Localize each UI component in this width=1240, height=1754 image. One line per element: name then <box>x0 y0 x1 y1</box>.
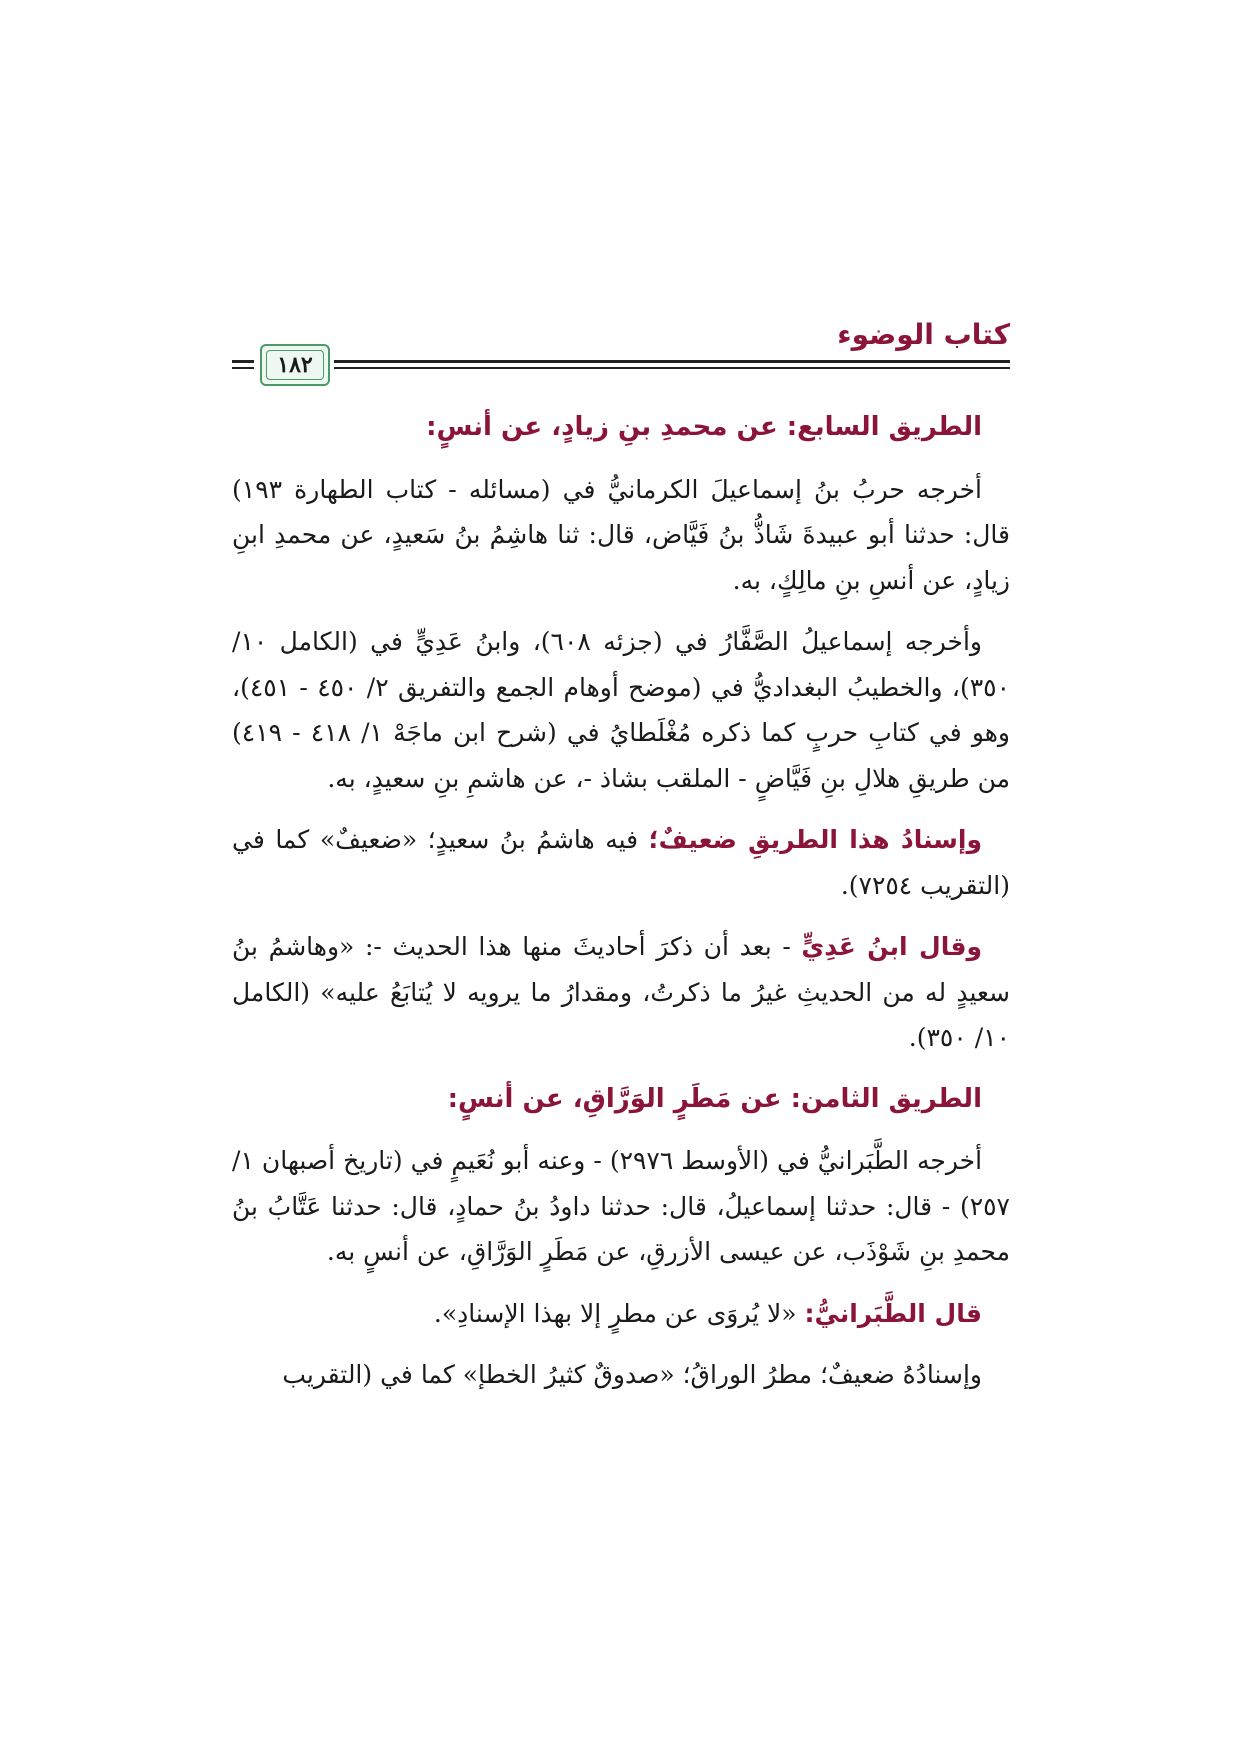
section-heading-7: الطريق السابع: عن محمدِ بنِ زيادٍ، عن أنسٍ: <box>426 412 982 442</box>
page-body <box>232 405 1010 1414</box>
paragraph: أخرجه حربُ بنُ إسماعيلَ الكرمانيُّ في (مسائله - كتاب الطهارة ١٩٣) قال: حدثنا أبو عبيدةَ شَاذُّ بنُ فَيَّاض، قال: ثنا هاشِمُ بنُ سَعيدٍ، عن محمدِ ابنِ زيادٍ، عن أنسِ بنِ مالِكٍ، به. <box>232 474 1010 595</box>
paragraph <box>232 1291 1010 1337</box>
page-number: ١٨٢ <box>266 350 324 380</box>
emphasis: قال الطَّبَرانيُّ: <box>804 1298 982 1328</box>
page-header <box>232 318 1010 380</box>
header-rule-thick <box>334 360 1010 363</box>
book-title: كتاب الوضوء <box>837 318 1010 351</box>
emphasis: وإسنادُ هذا الطريقِ ضعيفٌ؛ <box>648 825 982 854</box>
paragraph <box>232 924 1010 1061</box>
header-rule-left-thick <box>232 360 254 363</box>
page-number-frame <box>260 344 330 386</box>
paragraph: وأخرجه إسماعيلُ الصَّفَّارُ في (جزئه ٦٠٨)، وابنُ عَدِيٍّ في (الكامل ١٠/ ٣٥٠)، والخطيبُ البغداديُّ في (موضح أوهام الجمع والتفريق ٢/ ٤٥٠ - ٤٥١)، وهو في كتابِ حربٍ كما ذكره مُغْلَطايُ في (شرح ابن ماجَهْ ١/ ٤١٨ - ٤١٩) من طريقِ هلالِ بنِ فَيَّاضٍ - الملقب بشاذ -، عن هاشمِ بنِ سعيدٍ، به. <box>232 627 1011 793</box>
paragraph: وإسنادُهُ ضعيفٌ؛ مطرُ الوراقُ؛ «صدوقٌ كثيرُ الخطإ» كما في (التقريب <box>282 1360 982 1389</box>
paragraph <box>232 817 1010 908</box>
paragraph-text: «لا يُروَى عن مطرٍ إلا بهذا الإسنادِ». <box>433 1298 805 1328</box>
emphasis: وقال ابنُ عَدِيٍّ <box>801 932 982 961</box>
paragraph-text: - بعد أن ذكرَ أحاديثَ منها هذا الحديث -: «وهاشمُ بنُ سعيدٍ له من الحديثِ غيرُ ما ذكرتُ، ومقدارُ ما يرويه لا يُتابَعُ عليه» (الكامل ١٠/ ٣٥٠). <box>232 932 1010 1052</box>
paragraph: أخرجه الطَّبَرانيُّ في (الأوسط ٢٩٧٦) - وعنه أبو نُعَيمٍ في (تاريخ أصبهان ١/ ٢٥٧) - قال: حدثنا إسماعيلُ، قال: حدثنا داودُ بنُ حمادٍ، قال: حدثنا عَتَّابُ بنُ محمدِ بنِ شَوْذَب، عن عيسى الأزرقِ، عن مَطَرٍ الوَرَّاقِ، عن أنسٍ به. <box>232 1146 1010 1266</box>
section-heading-8: الطريق الثامن: عن مَطَرٍ الوَرَّاقِ، عن أنسٍ: <box>447 1083 982 1114</box>
header-rule-thin <box>334 367 1010 369</box>
paragraph-text: فيه هاشمُ بنُ سعيدٍ؛ «ضعيفٌ» كما في (التقريب ٧٢٥٤). <box>232 825 1010 900</box>
header-rule-left-thin <box>232 367 254 369</box>
